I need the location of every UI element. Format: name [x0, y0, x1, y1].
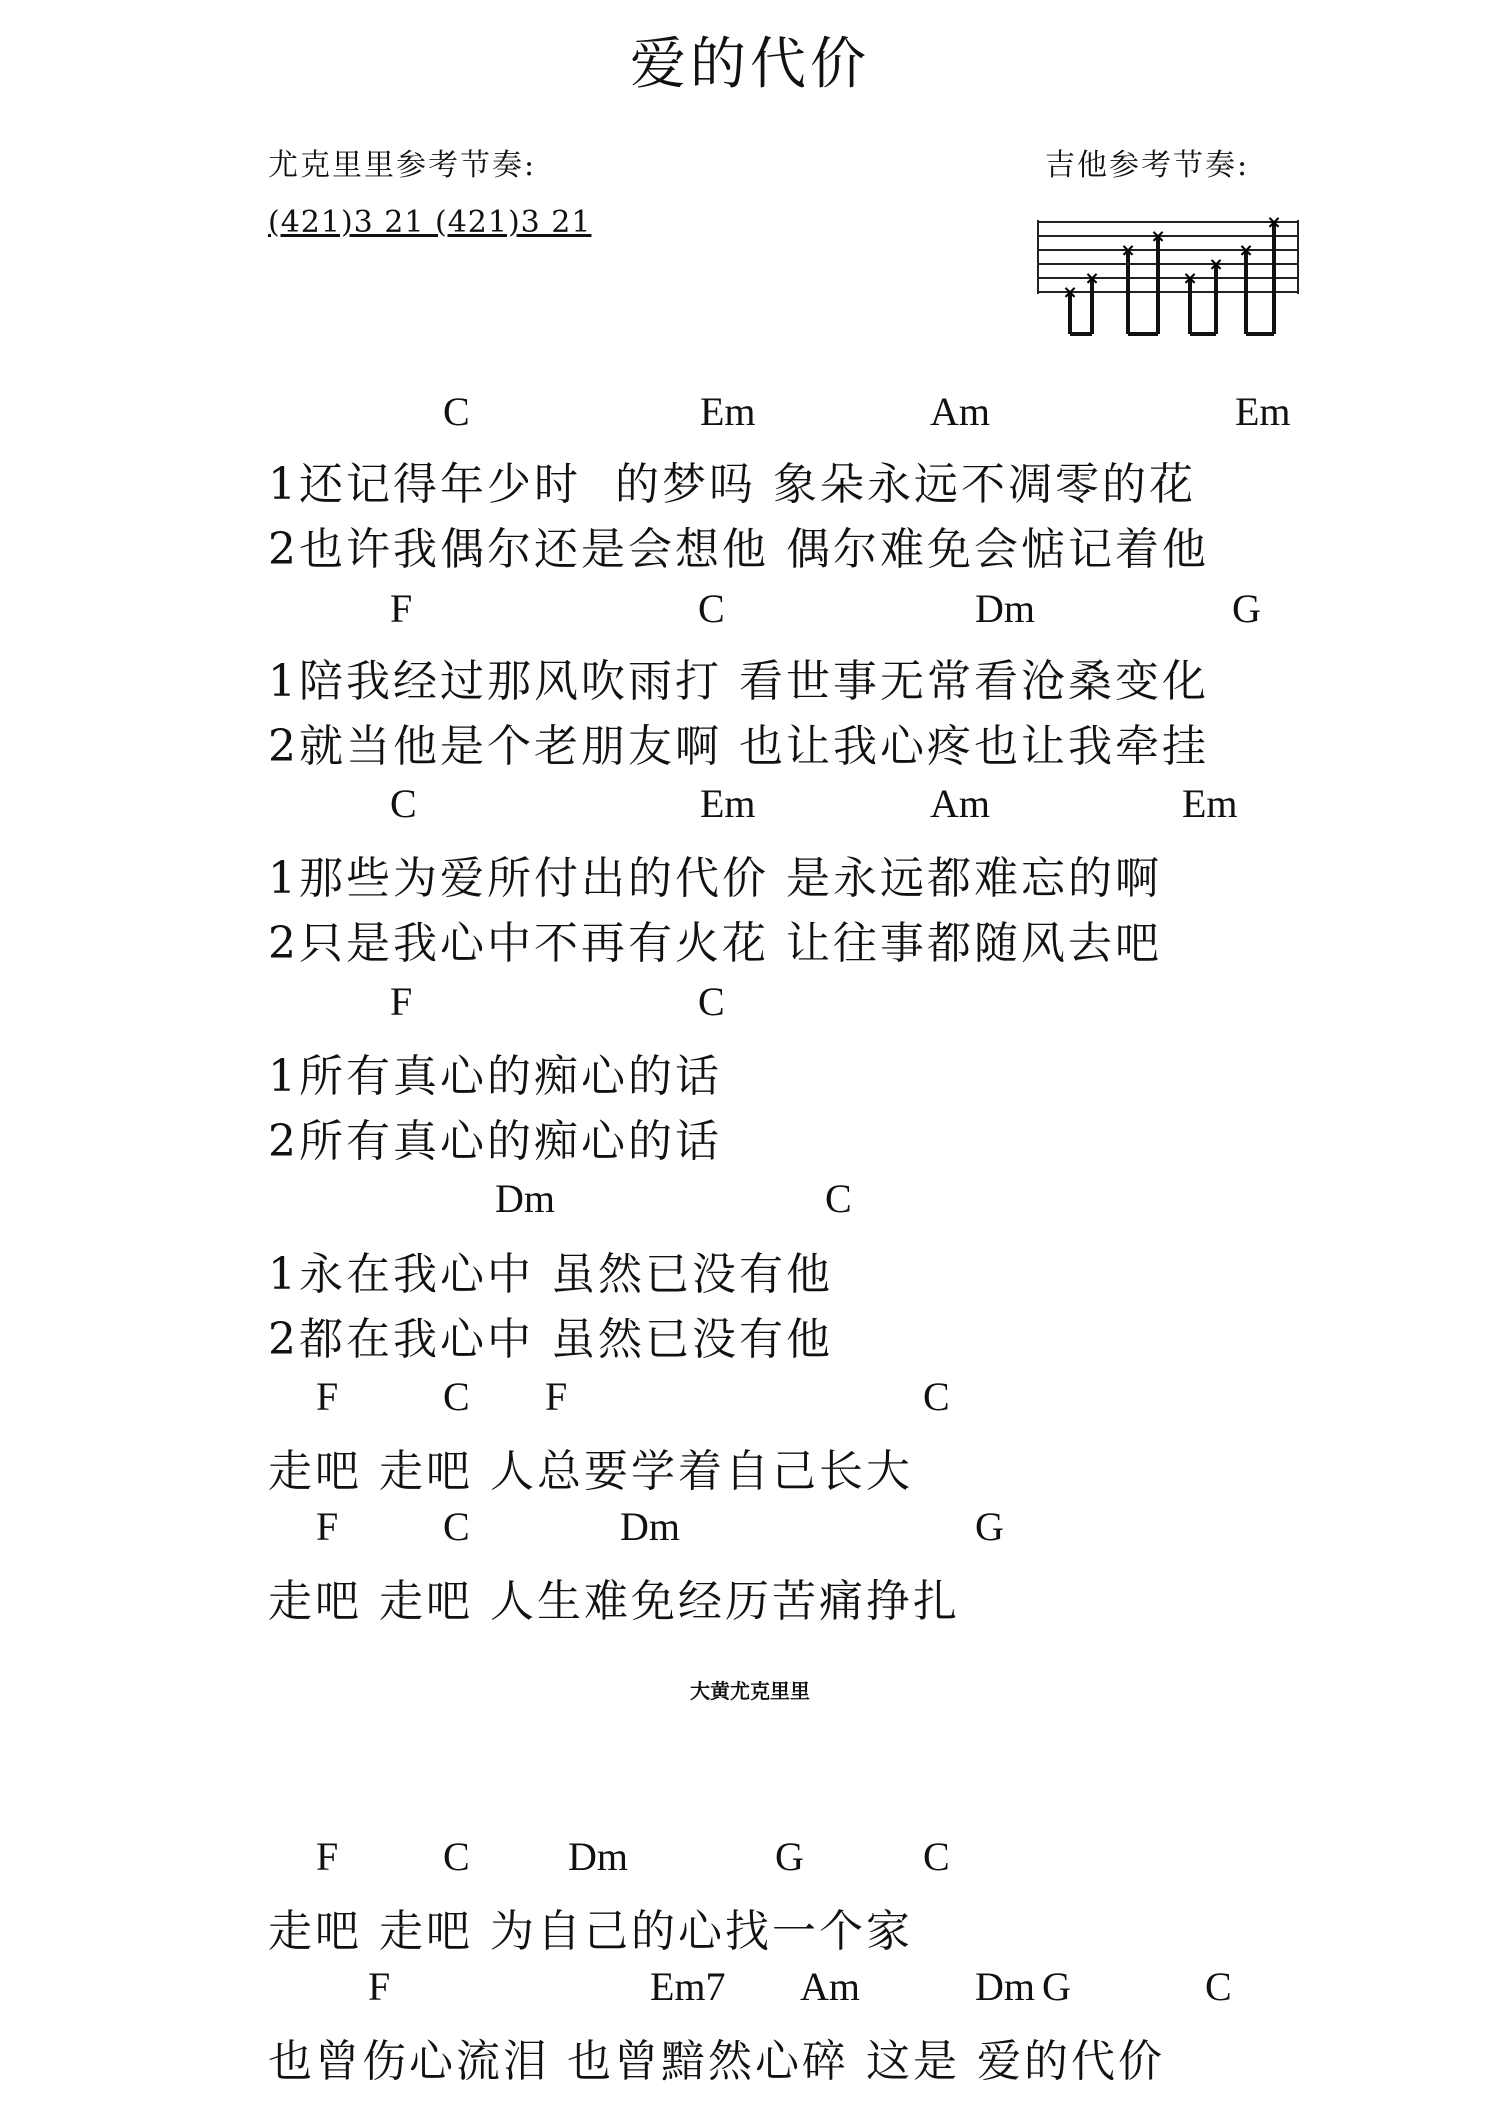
chord: G [1042, 1964, 1071, 2009]
chord: G [1232, 586, 1261, 631]
chord: G [775, 1834, 804, 1879]
guitar-rhythm-tab [1030, 210, 1310, 350]
chord: Dm [495, 1176, 555, 1221]
lyric-line: 2所有真心的痴心的话 [268, 1116, 722, 1167]
chord: Dm [975, 1964, 1035, 2009]
lyric-line: 走吧 走吧 为自己的心找一个家 [268, 1906, 913, 1957]
chord: Dm [568, 1834, 628, 1879]
tab-note-1: × [1062, 282, 1078, 303]
chord: F [545, 1374, 568, 1419]
chord: Am [930, 389, 990, 434]
chord: C [923, 1374, 950, 1419]
chord: Em [700, 781, 756, 826]
chord: C [923, 1834, 950, 1879]
lyric-line: 2都在我心中 虽然已没有他 [268, 1314, 833, 1365]
tab-note-4: × [1150, 226, 1166, 247]
chord: Em [700, 389, 756, 434]
chord: F [316, 1374, 339, 1419]
chord: F [316, 1834, 339, 1879]
tab-note-3: × [1120, 240, 1136, 261]
lyric-line: 也曾伤心流泪 也曾黯然心碎 这是 爱的代价 [268, 2036, 1165, 2087]
chord: C [443, 389, 470, 434]
lyric-line: 2只是我心中不再有火花 让往事都随风去吧 [268, 918, 1162, 969]
chord: F [390, 586, 413, 631]
chord: G [975, 1504, 1004, 1549]
lyric-line: 1永在我心中 虽然已没有他 [268, 1249, 833, 1300]
chord: Em [1235, 389, 1291, 434]
chord: Dm [975, 586, 1035, 631]
footer-credit: 大黄尤克里里 [690, 1679, 810, 1703]
ukulele-rhythm-notation: (421)3 21 (421)3 21 [268, 205, 592, 240]
lyric-line: 2就当他是个老朋友啊 也让我心疼也让我牵挂 [268, 721, 1209, 772]
lyric-line: 1还记得年少时 的梦吗 象朵永远不凋零的花 [268, 459, 1196, 510]
chord: C [698, 979, 725, 1024]
chord: Em7 [650, 1964, 726, 2009]
lyric-line: 1所有真心的痴心的话 [268, 1051, 722, 1102]
chord: C [1205, 1964, 1232, 2009]
song-title: 爱的代价 [630, 32, 870, 97]
chord: Am [800, 1964, 860, 2009]
lyric-line: 1那些为爱所付出的代价 是永远都难忘的啊 [268, 853, 1162, 904]
guitar-rhythm-label: 吉他参考节奏: [1045, 148, 1250, 183]
chord: C [390, 781, 417, 826]
tab-note-2: × [1084, 268, 1100, 289]
chord: Dm [620, 1504, 680, 1549]
chord: C [443, 1374, 470, 1419]
ukulele-rhythm-label: 尤克里里参考节奏: [268, 148, 537, 183]
tab-note-5: × [1182, 268, 1198, 289]
chord: Am [930, 781, 990, 826]
chord: F [368, 1964, 391, 2009]
lyric-line: 走吧 走吧 人生难免经历苦痛挣扎 [268, 1576, 960, 1627]
chord: F [390, 979, 413, 1024]
chord: Em [1182, 781, 1238, 826]
tab-note-6: × [1208, 254, 1224, 275]
tab-note-7: × [1238, 240, 1254, 261]
chord: C [443, 1834, 470, 1879]
chord: C [443, 1504, 470, 1549]
lyric-line: 2也许我偶尔还是会想他 偶尔难免会惦记着他 [268, 524, 1209, 575]
chord: C [825, 1176, 852, 1221]
lyric-line: 走吧 走吧 人总要学着自己长大 [268, 1446, 913, 1497]
tab-note-8: × [1266, 212, 1282, 233]
chord: C [698, 586, 725, 631]
lyric-line: 1陪我经过那风吹雨打 看世事无常看沧桑变化 [268, 656, 1209, 707]
chord: F [316, 1504, 339, 1549]
